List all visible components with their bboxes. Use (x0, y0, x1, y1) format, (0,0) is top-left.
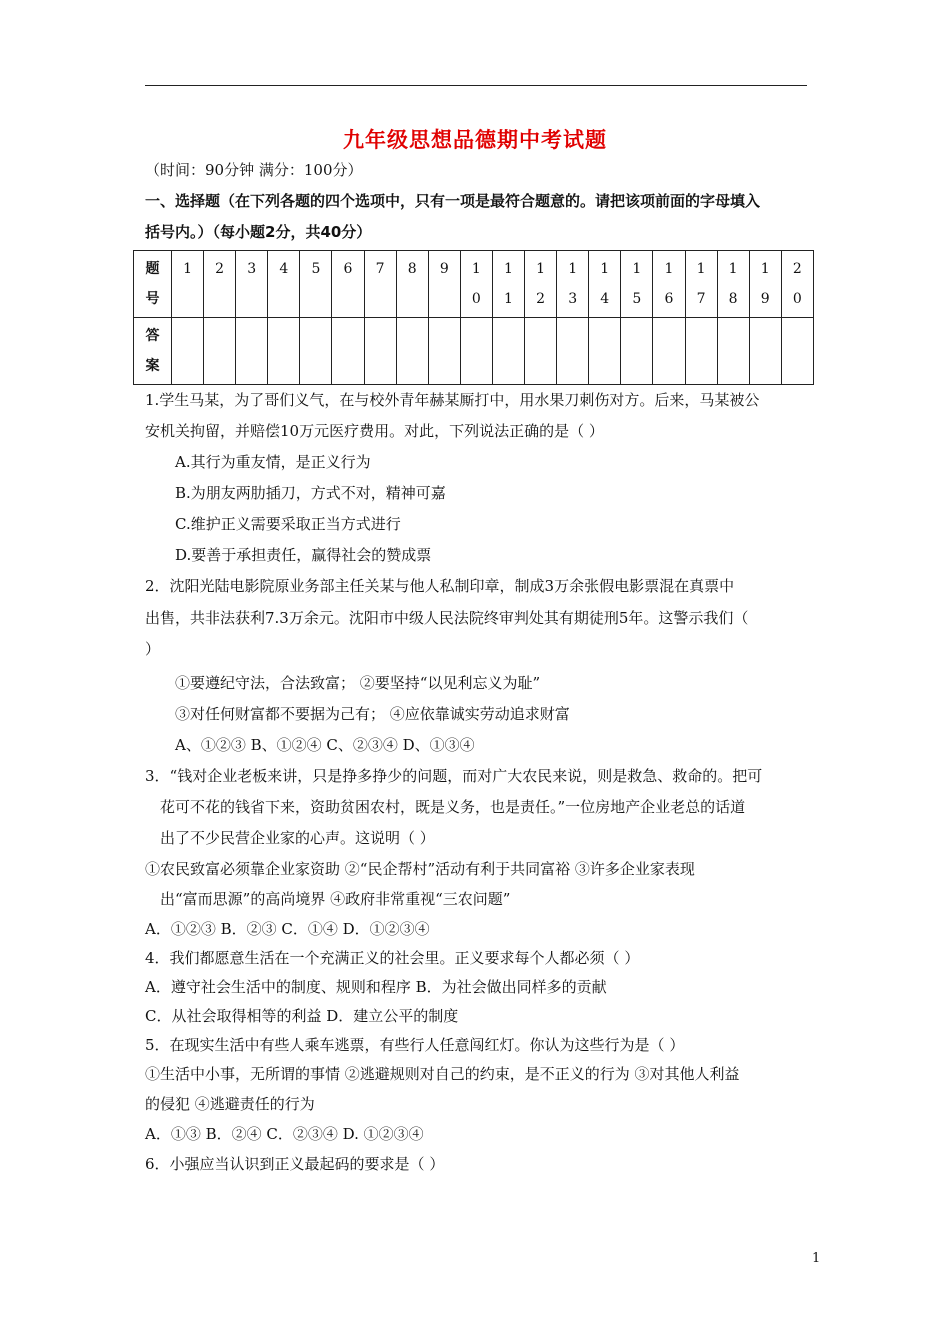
question-number-cell (236, 251, 268, 318)
question-number-digit: 9 (760, 291, 770, 307)
answer-cell[interactable] (589, 318, 621, 385)
question-number-digit: 2 (536, 291, 546, 307)
question-number-digit: 1 (696, 261, 706, 277)
answer-table-number-row (134, 251, 814, 318)
text-line: 出售，共非法获利7.3万余元。沈阳市中级人民法院终审判处其有期徒刑5年。这警示我们（ (145, 609, 749, 627)
answer-cell[interactable] (364, 318, 396, 385)
text-line: A.其行为重友情，是正义行为 (175, 453, 371, 471)
question-number-digit: 1 (728, 261, 738, 277)
text-line: A．遵守社会生活中的制度、规则和程序 B．为社会做出同样多的贡献 (145, 978, 607, 996)
answer-table-answer-row (134, 318, 814, 385)
answer-cell[interactable] (300, 318, 332, 385)
question-number-header: 题号 (134, 251, 172, 318)
question-number-cell (268, 251, 300, 318)
question-number-digit: 2 (792, 261, 802, 277)
answer-cell[interactable] (557, 318, 589, 385)
answer-cell[interactable] (460, 318, 492, 385)
question-number-digit: 4 (279, 261, 289, 277)
question-number-cell (332, 251, 364, 318)
answer-cell[interactable] (525, 318, 557, 385)
answer-cell[interactable] (492, 318, 524, 385)
question-number-cell (621, 251, 653, 318)
question-number-digit: 0 (471, 291, 481, 307)
text-line: 6．小强应当认识到正义最起码的要求是（ ） (145, 1155, 445, 1173)
text-line: ③对任何财富都不要据为己有； ④应依靠诚实劳动追求财富 (175, 705, 570, 723)
text-line: 1.学生马某，为了哥们义气，在与校外青年赫某厮打中，用水果刀刺伤对方。后来，马某被公 (145, 391, 760, 409)
answer-cell[interactable] (236, 318, 268, 385)
question-number-digit: 7 (375, 261, 385, 277)
exam-info: （时间：90分钟 满分：100分） (145, 161, 363, 179)
question-number-digit: 1 (471, 261, 481, 277)
question-number-digit: 5 (632, 291, 642, 307)
text-line: 安机关拘留，并赔偿10万元医疗费用。对此，下列说法正确的是（ ） (145, 422, 604, 440)
answer-cell[interactable] (621, 318, 653, 385)
answer-cell[interactable] (749, 318, 781, 385)
text-line: 2．沈阳光陆电影院原业务部主任关某与他人私制印章，制成3万余张假电影票混在真票中 (145, 577, 735, 595)
answer-cell[interactable] (653, 318, 685, 385)
answer-cell[interactable] (332, 318, 364, 385)
question-number-digit: 1 (504, 291, 513, 307)
question-number-digit: 1 (632, 261, 642, 277)
text-line: ①农民致富必须靠企业家资助 ②“民企帮村”活动有利于共同富裕 ③许多企业家表现 (145, 860, 695, 878)
text-line: B.为朋友两肋插刀，方式不对，精神可嘉 (175, 484, 446, 502)
question-number-cell (428, 251, 460, 318)
question-number-cell (204, 251, 236, 318)
section-heading-line1: 一、选择题（在下列各题的四个选项中，只有一项是最符合题意的。请把该项前面的字母填入 (145, 192, 761, 210)
question-number-digit: 1 (568, 261, 578, 277)
page-title: 九年级思想品德期中考试题 (343, 128, 607, 152)
header-rule (145, 85, 807, 86)
question-number-cell (589, 251, 621, 318)
question-number-digit: 1 (536, 261, 546, 277)
question-number-cell (460, 251, 492, 318)
text-line: C．从社会取得相等的利益 D．建立公平的制度 (145, 1007, 459, 1025)
text-line: 花可不花的钱省下来，资助贫困农村，既是义务，也是责任。”一位房地产企业老总的话道 (160, 798, 746, 816)
question-number-digit: 3 (247, 261, 257, 277)
question-number-cell (653, 251, 685, 318)
text-line: 3．“钱对企业老板来讲，只是挣多挣少的问题，而对广大农民来说，则是救急、救命的。把可 (145, 767, 763, 785)
answer-cell[interactable] (172, 318, 204, 385)
question-number-cell (300, 251, 332, 318)
question-number-cell (685, 251, 717, 318)
answer-table (133, 250, 814, 385)
question-number-digit: 1 (600, 261, 610, 277)
question-number-cell (492, 251, 524, 318)
question-number-digit: 6 (664, 291, 674, 307)
text-line: A、①②③ B、①②④ C、②③④ D、①③④ (175, 736, 475, 754)
question-number-digit: 8 (728, 291, 738, 307)
question-number-cell (557, 251, 589, 318)
text-line: ） (145, 640, 161, 658)
page-number: 1 (812, 1251, 821, 1266)
section-heading-line2: 括号内。）（每小题2分，共40分） (145, 223, 372, 241)
question-number-digit: 9 (439, 261, 449, 277)
question-number-digit: 1 (504, 261, 513, 277)
text-line: ①要遵纪守法，合法致富； ②要坚持“以见利忘义为耻” (175, 674, 541, 692)
text-line: A．①②③ B．②③ C．①④ D．①②③④ (145, 920, 430, 938)
answer-cell[interactable] (428, 318, 460, 385)
text-line: 出“富而思源”的高尚境界 ④政府非常重视“三农问题” (160, 890, 511, 908)
question-number-cell (781, 251, 813, 318)
question-number-digit: 1 (183, 261, 192, 277)
answer-cell[interactable] (396, 318, 428, 385)
question-number-cell (172, 251, 204, 318)
question-number-digit: 2 (215, 261, 225, 277)
question-number-digit: 8 (407, 261, 417, 277)
text-line: 4．我们都愿意生活在一个充满正义的社会里。正义要求每个人都必须（ ） (145, 949, 640, 967)
text-line: D.要善于承担责任，赢得社会的赞成票 (175, 546, 432, 564)
question-number-cell (525, 251, 557, 318)
question-number-digit: 3 (568, 291, 578, 307)
text-line: ①生活中小事，无所谓的事情 ②逃避规则对自己的约束，是不正义的行为 ③对其他人利益 (145, 1065, 740, 1083)
text-line: 出了不少民营企业家的心声。这说明（ ） (160, 829, 435, 847)
answer-cell[interactable] (717, 318, 749, 385)
question-number-digit: 5 (311, 261, 321, 277)
answer-cell[interactable] (204, 318, 236, 385)
text-line: 5．在现实生活中有些人乘车逃票，有些行人任意闯红灯。你认为这些行为是（ ） (145, 1036, 685, 1054)
question-number-digit: 1 (664, 261, 674, 277)
question-number-digit: 7 (696, 291, 706, 307)
answer-cell[interactable] (268, 318, 300, 385)
question-number-cell (749, 251, 781, 318)
question-number-digit: 0 (792, 291, 802, 307)
question-number-cell (717, 251, 749, 318)
text-line: 的侵犯 ④逃避责任的行为 (145, 1095, 315, 1113)
answer-header: 答案 (134, 318, 172, 385)
question-number-digit: 1 (760, 261, 770, 277)
question-number-digit: 4 (600, 291, 610, 307)
answer-cell[interactable] (781, 318, 813, 385)
text-line: C.维护正义需要采取正当方式进行 (175, 515, 401, 533)
answer-cell[interactable] (685, 318, 717, 385)
question-number-digit: 6 (343, 261, 353, 277)
text-line: A．①③ B．②④ C．②③④ D. ①②③④ (145, 1125, 424, 1143)
question-number-cell (364, 251, 396, 318)
question-number-cell (396, 251, 428, 318)
